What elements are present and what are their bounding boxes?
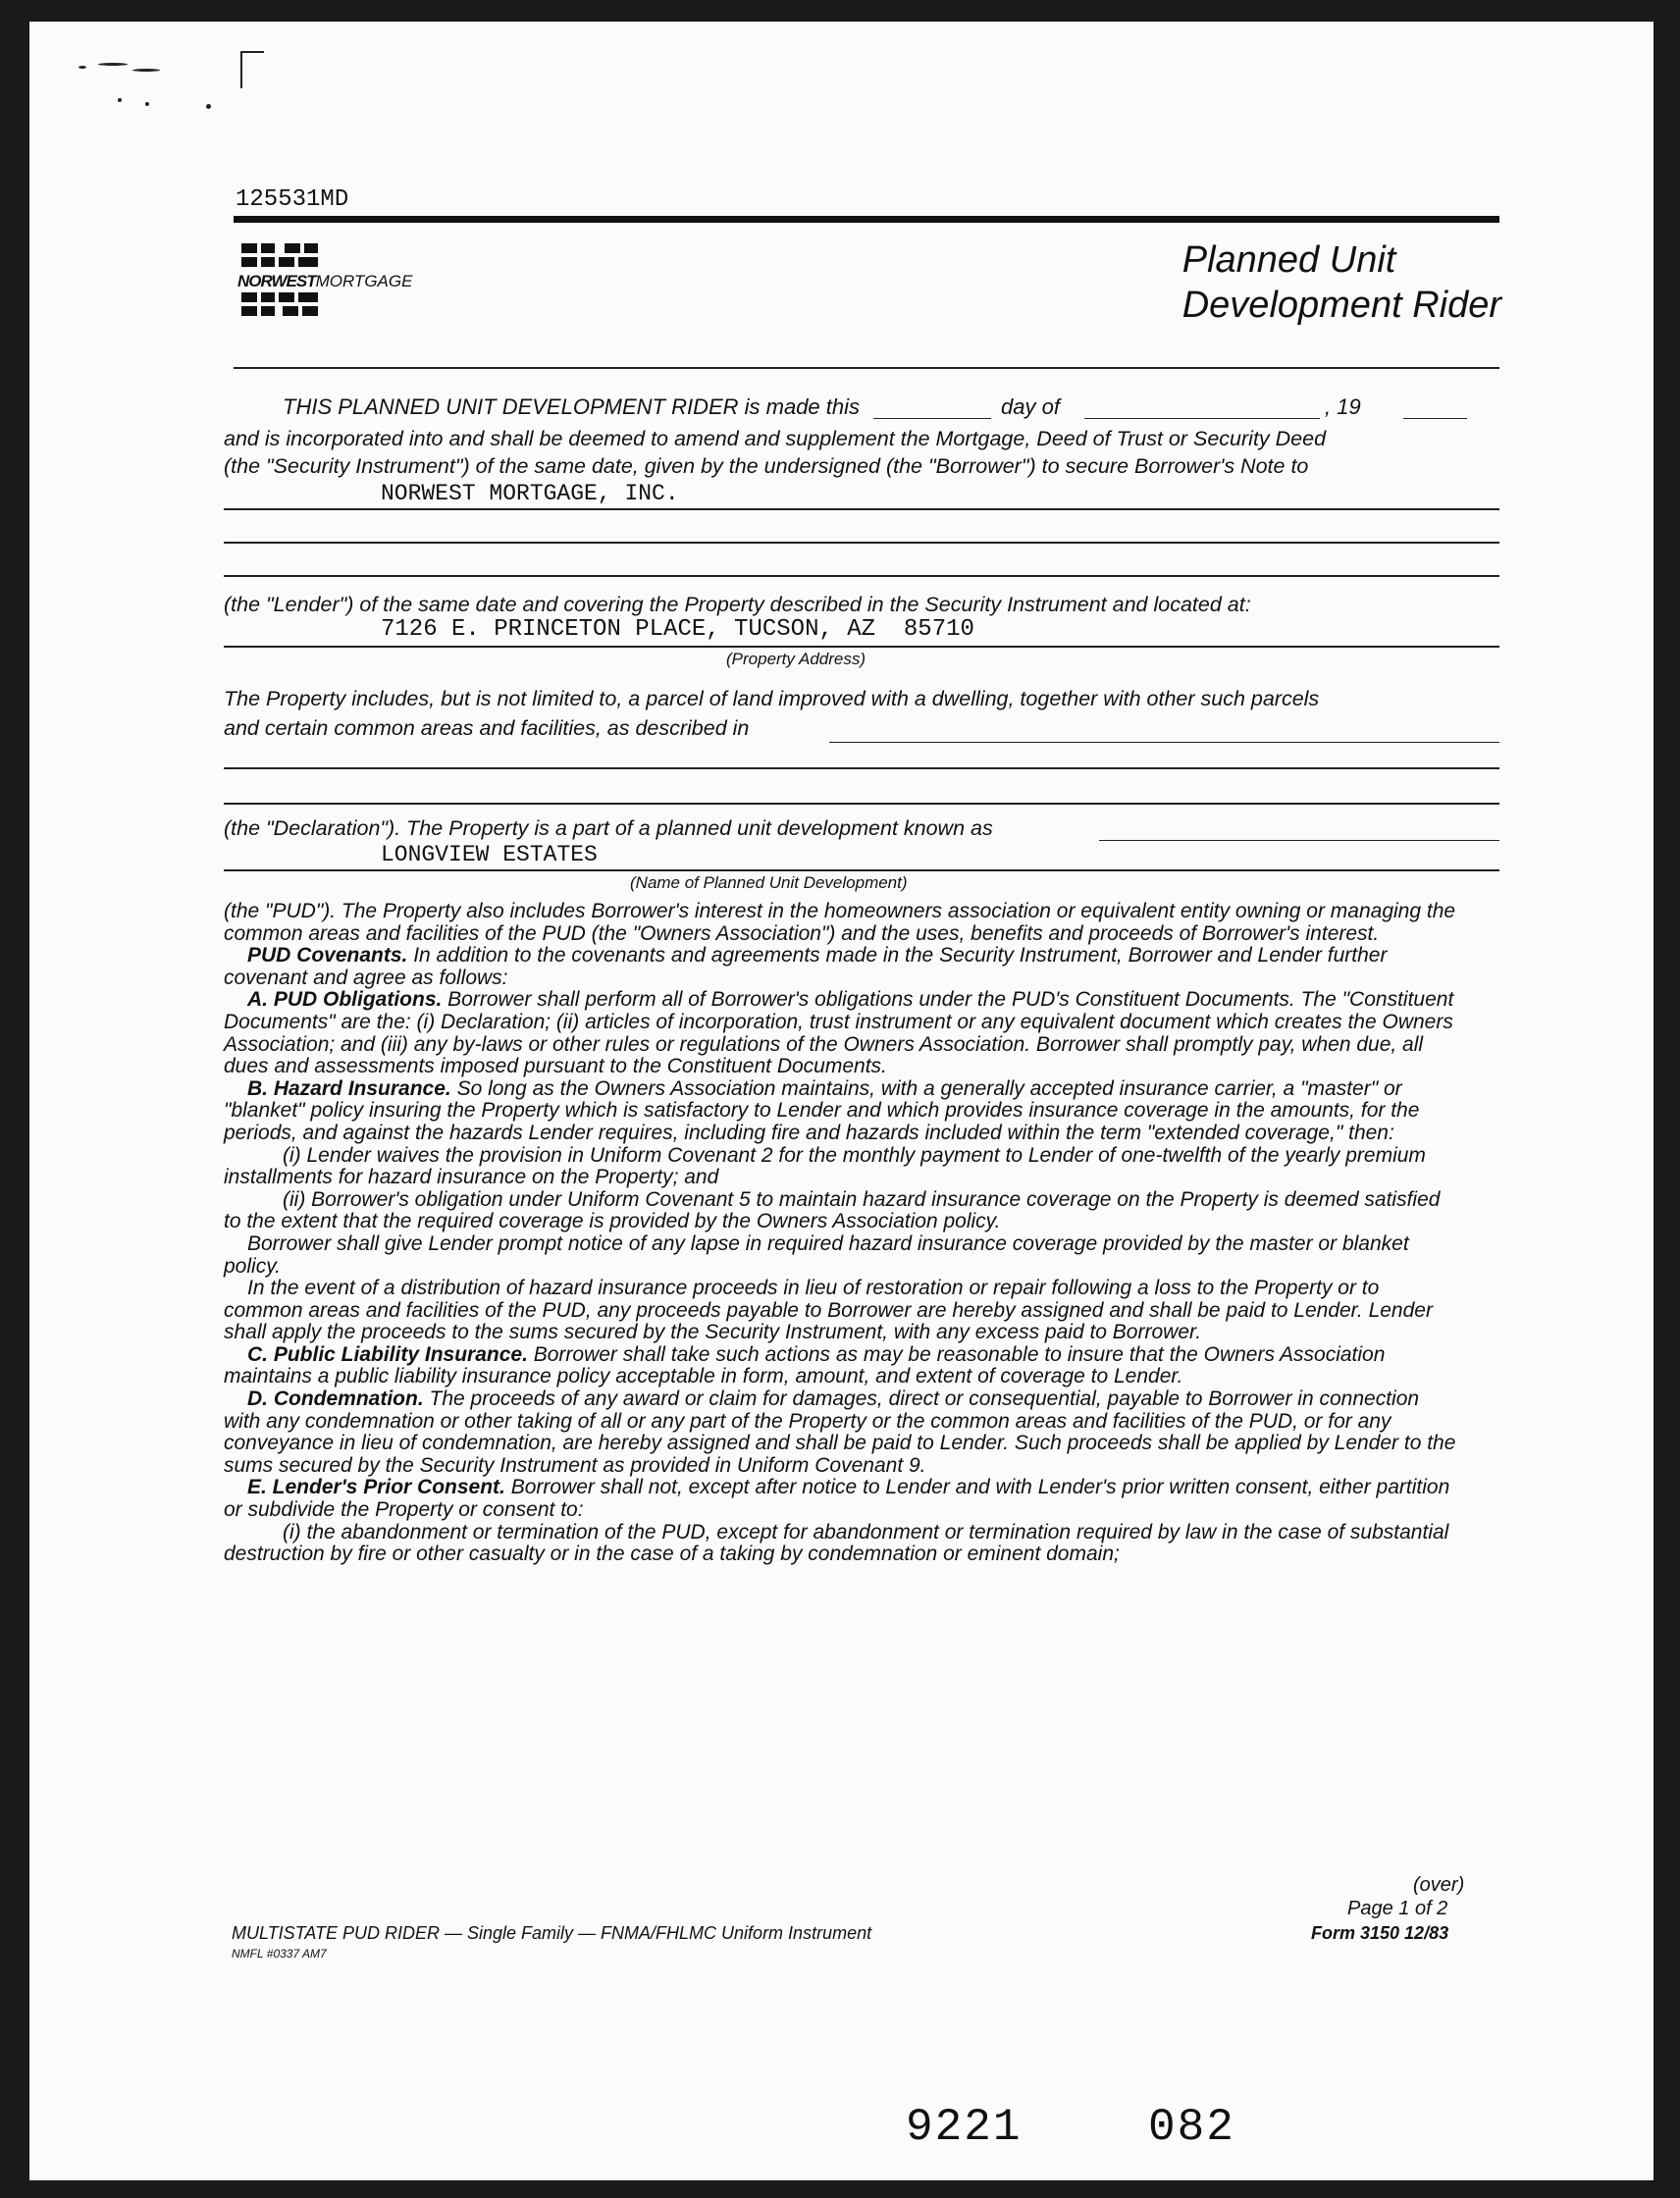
section-b bbox=[224, 1078, 1460, 1145]
logo-wordmark bbox=[237, 272, 412, 291]
year-field[interactable] bbox=[1403, 394, 1467, 419]
section-c-body: Borrower shall take such actions as may be reasonable to insure that the Owners Association maintains a public liability insurance policy acceptable in form, amount, and extent of coverage to Lender. bbox=[224, 1342, 1386, 1388]
section-b-ii: (ii) Borrower's obligation under Uniform Covenant 5 to maintain hazard insurance coverage on the Property is deemed satisfied to the extent that the required coverage is provided by the Owners Association policy. bbox=[224, 1187, 1441, 1233]
footer-form-name: MULTISTATE PUD RIDER — Single Family — FNMA/FHLMC Uniform Instrument bbox=[232, 1923, 872, 1943]
section-d bbox=[224, 1388, 1460, 1477]
declaration-clause: (the "Declaration"). The Property is a part of a planned unit development known as bbox=[224, 816, 993, 840]
lender-line-2 bbox=[224, 542, 1499, 544]
speck bbox=[98, 63, 128, 66]
document-page bbox=[29, 22, 1654, 2180]
norwest-logo bbox=[234, 239, 469, 338]
section-c bbox=[224, 1344, 1460, 1388]
pud-intro-paragraph: (the "PUD"). The Property also includes Borrower's interest in the homeowners association or equivalent entity owning or managing the common areas and facilities of the PUD (the "Owners Association") and the uses, benefits and proceeds of Borrower's interest. bbox=[224, 900, 1456, 945]
intro-text-3: , 19 bbox=[1325, 394, 1361, 419]
document-number: 125531MD bbox=[236, 186, 349, 213]
speck bbox=[79, 66, 86, 69]
day-field[interactable] bbox=[873, 394, 991, 419]
address-line bbox=[224, 646, 1499, 648]
logo-brand: NORWEST bbox=[237, 272, 316, 290]
section-c-heading: C. Public Liability Insurance. bbox=[247, 1342, 528, 1366]
title-line-2: Development Rider bbox=[1181, 285, 1501, 326]
property-address-label: (Property Address) bbox=[726, 650, 866, 668]
pud-name: LONGVIEW ESTATES bbox=[381, 842, 598, 867]
covenants-body: In addition to the covenants and agreements made in the Security Instrument, Borrower and Lender further covenant and agree as follows: bbox=[224, 944, 1388, 989]
covenants-heading: PUD Covenants. bbox=[247, 944, 408, 968]
covenants-paragraph bbox=[224, 945, 1460, 989]
pud-name-line bbox=[224, 869, 1499, 871]
section-b-notice: Borrower shall give Lender prompt notice of any lapse in required hazard insurance coverage provided by the master or blanket policy. bbox=[224, 1231, 1409, 1278]
section-d-heading: D. Condemnation. bbox=[247, 1387, 424, 1411]
speck bbox=[132, 69, 160, 72]
section-e-heading: E. Lender's Prior Consent. bbox=[247, 1476, 505, 1499]
pud-known-as-field[interactable] bbox=[1099, 816, 1499, 841]
declaration-field[interactable] bbox=[829, 718, 1499, 743]
month-field[interactable] bbox=[1084, 394, 1320, 419]
intro-text-2: day of bbox=[1001, 394, 1060, 419]
title-line-1: Planned Unit bbox=[1181, 239, 1396, 281]
footer-page: Page 1 of 2 bbox=[1347, 1898, 1448, 1919]
logo-suffix: MORTGAGE bbox=[315, 272, 413, 290]
corner-mark bbox=[240, 51, 264, 88]
title-rule bbox=[234, 367, 1499, 369]
lender-line-3 bbox=[224, 575, 1499, 577]
intro-line-2: and is incorporated into and shall be deemed to amend and supplement the Mortgage, Deed of Trust or Security Deed bbox=[224, 427, 1327, 450]
page-title bbox=[1182, 237, 1501, 328]
speck bbox=[118, 98, 122, 102]
section-b-heading: B. Hazard Insurance. bbox=[247, 1076, 451, 1100]
property-includes-1: The Property includes, but is not limited to, a parcel of land improved with a dwelling, together with other such parcels bbox=[224, 687, 1320, 710]
property-includes-2: and certain common areas and facilities, as described in bbox=[224, 716, 750, 740]
section-b-body: So long as the Owners Association maintains, with a generally accepted insurance carrier, a "master" or "blanket" policy insuring the Property which is satisfactory to Lender and which provides insurance coverage in the amounts, for the periods, and against the hazards Lender requires, including fire and hazards included within the term "extended coverage," then: bbox=[224, 1076, 1420, 1144]
declaration-line-2 bbox=[224, 767, 1499, 769]
intro-text-1: THIS PLANNED UNIT DEVELOPMENT RIDER is made this bbox=[283, 394, 861, 419]
section-e bbox=[224, 1477, 1460, 1521]
lender-clause: (the "Lender") of the same date and covering the Property described in the Security Instrument and located at: bbox=[224, 593, 1251, 616]
pud-name-label: (Name of Planned Unit Development) bbox=[630, 873, 908, 892]
intro-line-3: (the "Security Instrument") of the same date, given by the undersigned (the "Borrower") to secure Borrower's Note to bbox=[224, 454, 1309, 478]
section-e-body: Borrower shall not, except after notice to Lender and with Lender's prior written consent, either partition or subdivide the Property or consent to: bbox=[224, 1476, 1450, 1522]
speck bbox=[145, 102, 149, 106]
section-a-heading: A. PUD Obligations. bbox=[247, 988, 443, 1012]
lender-line-1 bbox=[224, 508, 1499, 510]
footer-form-number: Form 3150 12/83 bbox=[1311, 1923, 1449, 1943]
footer-over: (over) bbox=[1413, 1874, 1465, 1896]
speck bbox=[206, 104, 211, 109]
section-b-event: In the event of a distribution of hazard insurance proceeds in lieu of restoration or repair following a loss to the Property or to common areas and facilities of the PUD, any proceeds payable to Borrower are hereby assigned and shall be paid to Lender. Lender shall apply the proceeds to the sums secured by the Security Instrument, with any excess paid to Borrower. bbox=[224, 1277, 1433, 1344]
section-e-i: (i) the abandonment or termination of the PUD, except for abandonment or termination required by law in the case of substantial destruction by fire or other casualty or in the case of a taking by condemnation or eminent domain; bbox=[224, 1520, 1449, 1566]
declaration-line-3 bbox=[224, 803, 1499, 805]
section-a-body: Borrower shall perform all of Borrower's obligations under the PUD's Constituent Documents. The "Constituent Documents" are the: (i) Declaration; (ii) articles of incorporation, trust instrument or any equivalent document which creates the Owners Association; and (iii) any by-laws or other rules or regulations of the Owners Association. Borrower shall promptly pay, when due, all dues and assessments imposed pursuant to the Constituent Documents. bbox=[224, 988, 1454, 1078]
stamp-number-left: 9221 bbox=[906, 2102, 1023, 2153]
section-d-body: The proceeds of any award or claim for damages, direct or consequential, payable to Borrower in connection with any condemnation or other taking of all or any part of the Property or the common areas and facilities of the PUD, or for any conveyance in lieu of condemnation, are hereby assigned and shall be paid to Lender. Such proceeds shall be applied by Lender to the sums secured by the Security Instrument as provided in Uniform Covenant 9. bbox=[224, 1387, 1456, 1477]
stamp-number-right: 082 bbox=[1148, 2102, 1235, 2153]
lender-name: NORWEST MORTGAGE, INC. bbox=[381, 481, 679, 506]
section-b-i: (i) Lender waives the provision in Uniform Covenant 2 for the monthly payment to Lender of one-twelfth of the yearly premium installments for hazard insurance on the Property; and bbox=[224, 1143, 1426, 1189]
body-text bbox=[224, 901, 1460, 1566]
property-address: 7126 E. PRINCETON PLACE, TUCSON, AZ 85710 bbox=[381, 616, 974, 643]
header-rule bbox=[234, 216, 1499, 223]
section-a bbox=[224, 989, 1460, 1077]
footer-code: NMFL #0337 AM7 bbox=[232, 1947, 327, 1961]
